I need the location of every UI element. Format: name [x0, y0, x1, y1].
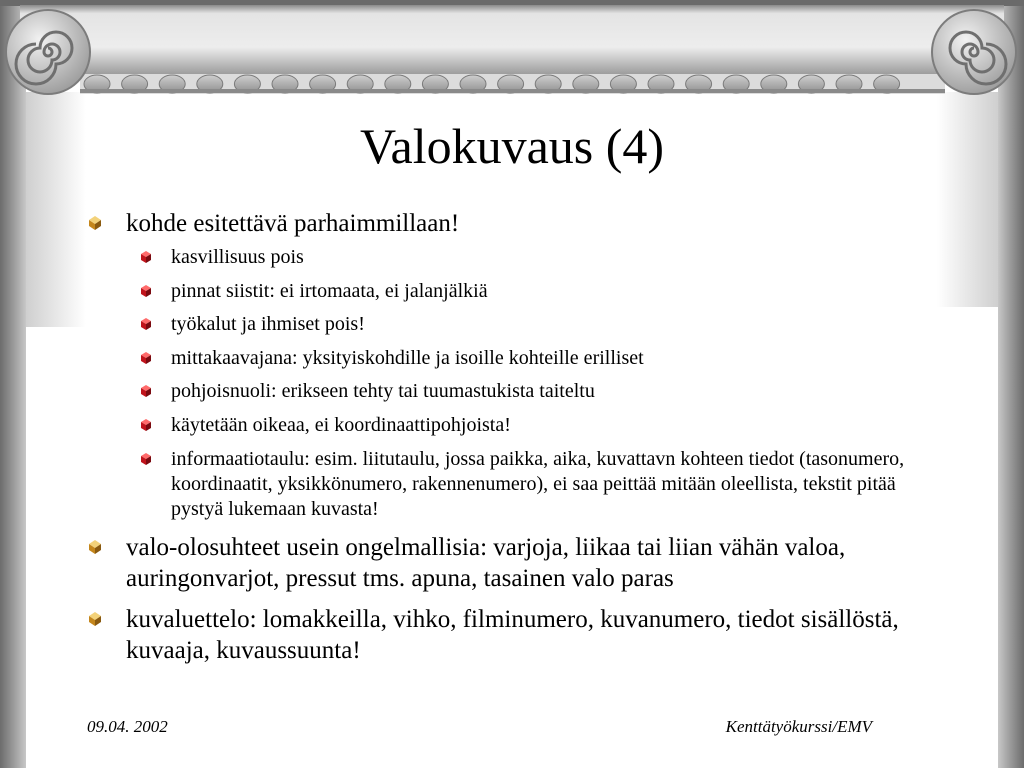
- ionic-capital-header: [0, 0, 1024, 100]
- bullet-text: valo-olosuhteet usein ongelmallisia: varjoja, liikaa tai liian vähän valoa, auringonvarjot, pressut tms. apuna, tasainen valo paras: [126, 533, 846, 592]
- sub-bullet-text: mittakaavajana: yksityiskohdille ja isoille kohteille erilliset: [171, 346, 644, 369]
- sub-bullet-text: kasvillisuus pois: [171, 246, 304, 268]
- level2-bullet-icon: [140, 317, 152, 331]
- level2-bullet-icon: [140, 418, 152, 432]
- footer-date: 09.04. 2002: [87, 717, 168, 736]
- sub-bullet-item: [134, 279, 948, 304]
- level2-bullet-icon: [140, 250, 152, 264]
- left-shadow: [26, 92, 86, 327]
- level2-bullet-icon: [140, 452, 152, 466]
- footer-course: Kenttätyökurssi/EMV: [725, 717, 872, 736]
- level2-bullet-icon: [140, 284, 152, 298]
- bullet-item: [88, 532, 948, 594]
- bullet-text: kuvaluettelo: lomakkeilla, vihko, filminumero, kuvanumero, tiedot sisällöstä, kuvaaja, kuvaussuunta!: [126, 605, 899, 664]
- level2-bullet-icon: [140, 351, 152, 365]
- sub-bullet-item: [134, 379, 948, 404]
- scroll-right-ornament: [932, 10, 1016, 94]
- sub-bullet-item: [134, 413, 948, 438]
- scroll-left-ornament: [6, 10, 90, 94]
- level1-bullet-icon: [88, 611, 102, 627]
- sub-bullet-item: [134, 346, 948, 371]
- sub-bullet-text: informaatiotaulu: esim. liitutaulu, jossa paikka, aika, kuvattavn kohteen tiedot (tasonumero, koordinaatit, yksikkönumero, rakennenumero), ei saa peittää mitään oleellista, tekstit pitää pystyä lukemaan kuvasta!: [171, 447, 905, 520]
- sub-bullet-text: käytetään oikeaa, ei koordinaattipohjoista!: [171, 413, 511, 436]
- sub-bullet-text: pohjoisnuoli: erikseen tehty tai tuumastukista taiteltu: [171, 380, 595, 403]
- sub-bullet-text: työkalut ja ihmiset pois!: [171, 313, 365, 336]
- bullet-item: [88, 604, 948, 666]
- bullet-item: [88, 208, 948, 239]
- level1-bullet-icon: [88, 539, 102, 555]
- sub-bullet-item: [134, 447, 948, 522]
- slide-title: Valokuvaus (4): [359, 118, 665, 174]
- sub-bullet-item: [134, 245, 948, 270]
- sub-bullet-item: [134, 312, 948, 337]
- bullet-list: [88, 208, 948, 672]
- bullet-text: kohde esitettävä parhaimmillaan!: [126, 210, 460, 237]
- level1-bullet-icon: [88, 215, 102, 231]
- sub-bullet-text: pinnat siistit: ei irtomaata, ei jalanjälkiä: [171, 279, 488, 302]
- level2-bullet-icon: [140, 384, 152, 398]
